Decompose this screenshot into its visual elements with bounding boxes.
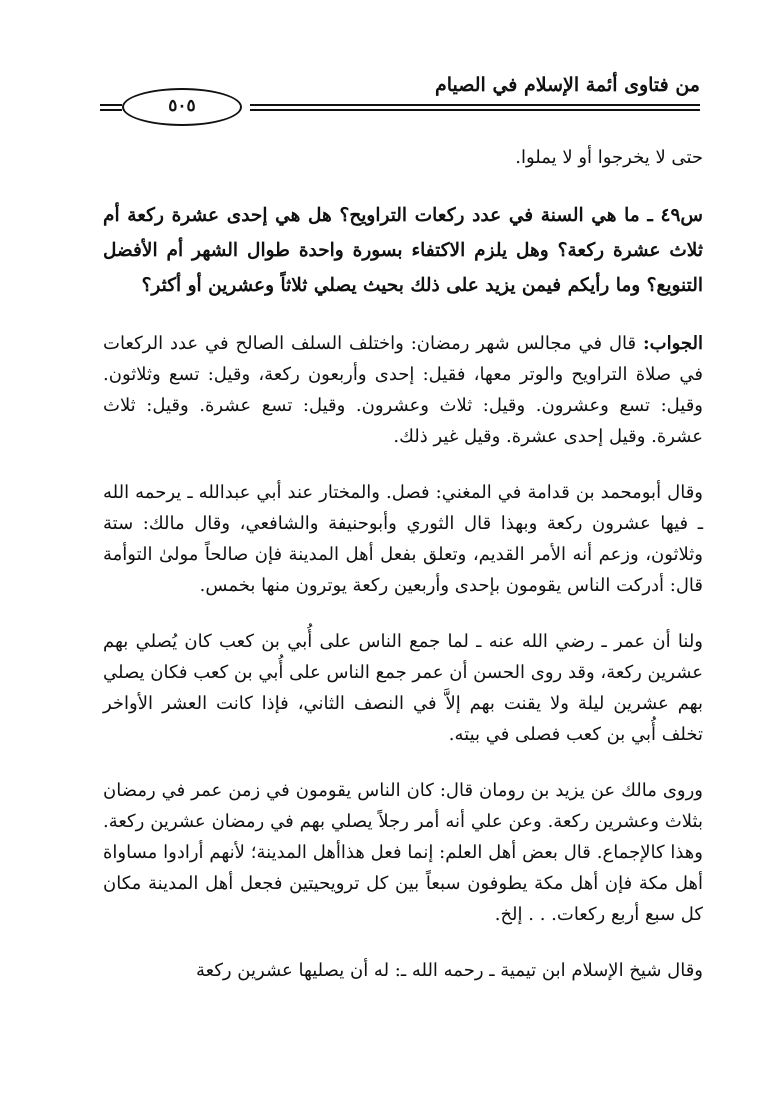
running-title: من فتاوى أئمة الإسلام في الصيام xyxy=(435,74,700,96)
paragraph-ibn-taymiyya: وقال شيخ الإسلام ابن تيمية ـ رحمه الله ـ: له أن يصليها عشرين ركعة xyxy=(195,960,703,981)
page-number-oval: ٥٠٥ xyxy=(122,88,242,126)
paragraph-continuation: حتى لا يخرجوا أو لا يملوا. xyxy=(515,147,703,168)
paragraph-malik: وروى مالك عن يزيد بن رومان قال: كان الناس يقومون في زمن عمر في رمضان بثلاث وعشرين ركعة. وعن علي أنه أمر رجلاً يصلي بهم في رمضان عشرين ركعة. وهذا كالإجماع. قال بعض أهل العلم: إنما فعل هذاأهل المدينة؛ لأنهم أرادوا مساواة أهل مكة فإن أهل مكة يطوفون سبعاً بين كل ترويحيتين فجعل أهل المدينة مكان كل سبع أربع ركعات. . . إلخ. xyxy=(103,780,703,925)
paragraph-ibn-qudama: وقال أبومحمد بن قدامة في المغني: فصل. والمختار عند أبي عبدالله ـ يرحمه الله ـ فيها عشرون ركعة وبهذا قال الثوري وأبوحنيفة والشافعي، وقال مالك: ستة وثلاثون، وزعم أنه الأمر القديم، وتعلق بفعل أهل المدينة فإن صالحاً مولىٰ التوأمة قال: أدركت الناس يقومون بإحدى وأربعين ركعة يوترون منها بخمس. xyxy=(103,482,703,596)
header-rule-left-top xyxy=(100,104,122,106)
answer-text: قال في مجالس شهر رمضان: واختلف السلف الصالح في عدد الركعات في صلاة التراويح والوتر معها، فقيل: إحدى وأربعون ركعة، وقيل: تسع وثلاثون. وقيل: تسع وعشرون. وقيل: ثلاث وعشرون. وقيل: تسع عشرة. وقيل: ثلاث عشرة. وقيل إحدى عشرة. وقيل غير ذلك. xyxy=(103,333,703,447)
body-text xyxy=(103,142,703,1011)
header-rule-top xyxy=(250,104,700,106)
answer-label: الجواب: xyxy=(643,333,703,354)
paragraph-umar: ولنا أن عمر ـ رضي الله عنه ـ لما جمع الناس على أُبي بن كعب كان يُصلي بهم عشرين ركعة، وقد روى الحسن أن عمر جمع الناس على أُبي بن كعب فكان يصلي بهم عشرين ليلة ولا يقنت بهم إلاَّ في النصف الثاني، فإذا كانت العشر الأواخر تخلف أُبي بن كعب فصلى في بيته. xyxy=(102,631,703,745)
question-paragraph: س٤٩ ـ ما هي السنة في عدد ركعات التراويح؟ هل هي إحدى عشرة ركعة أم ثلاث عشرة ركعة؟ وهل يلزم الاكتفاء بسورة واحدة طوال الشهر أم الأفضل التنويع؟ وما رأيكم فيمن يزيد على ذلك بحيث يصلي ثلاثاً وعشرين أو أكثر؟ xyxy=(103,205,703,296)
header-rule-bottom xyxy=(250,109,700,111)
answer-paragraph xyxy=(103,328,703,452)
header-rule-left-bottom xyxy=(100,109,122,111)
page-header xyxy=(100,72,700,116)
